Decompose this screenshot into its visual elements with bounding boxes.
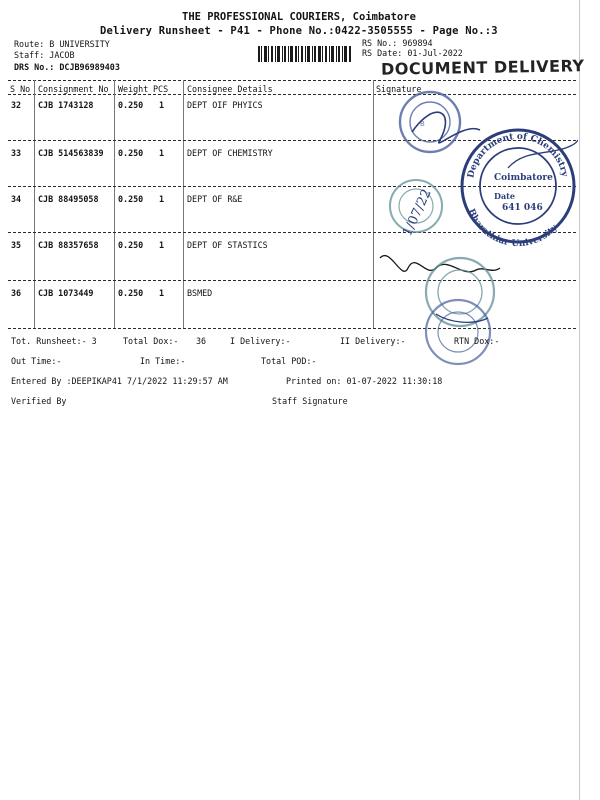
row-consignee: DEPT OF STASTICS [187, 240, 268, 250]
row-consignment: CJB 88495058 [38, 194, 99, 204]
col-divider [114, 80, 115, 328]
svg-text:Bharathiar University [466, 207, 561, 249]
total-dox-label: Total Dox:- [123, 336, 179, 346]
col-weight: Weight [118, 84, 149, 94]
page-edge-line [579, 0, 580, 800]
row-sno: 33 [11, 148, 22, 158]
col-pcs: PCS [153, 84, 169, 94]
department-chemistry-stamp [462, 130, 574, 249]
runsheet-subtitle: Delivery Runsheet - P41 - Phone No.:0422-3505555 - Page No.:3 [100, 25, 498, 37]
row-weight: 0.250 [118, 100, 144, 110]
round-stamp-3 [426, 258, 494, 326]
stamps-signatures-overlay [372, 82, 578, 372]
col-sno: S No [10, 84, 31, 94]
table-top-rule [8, 80, 576, 81]
row-sno: 35 [11, 240, 22, 250]
printed-on: Printed on: 01-07-2022 11:30:18 [286, 376, 443, 386]
tot-runsheet: Tot. Runsheet:- 3 [11, 336, 97, 346]
row-pcs: 1 [159, 288, 165, 298]
round-stamp-4 [426, 300, 490, 364]
stamp-date-label: Date [494, 191, 515, 201]
ii-delivery-label: II Delivery:- [340, 336, 406, 346]
col-divider [183, 80, 184, 328]
total-pod-label: Total POD:- [261, 356, 317, 366]
row-consignment: CJB 88357658 [38, 240, 99, 250]
stamp-dept-text: Department of Chemistry [466, 131, 570, 179]
row-weight: 0.250 [118, 288, 144, 298]
row-sno: 36 [11, 288, 22, 298]
barcode-image [258, 46, 352, 62]
row-consignment: CJB 1743128 [38, 100, 94, 110]
rs-date: RS Date: 01-Jul-2022 [362, 48, 463, 58]
drs-number: DRS No.: DCJB96989403 [14, 62, 120, 72]
stamp-city-text: Coimbatore [494, 173, 553, 183]
out-time-label: Out Time:- [11, 356, 62, 366]
col-signature: Signature [376, 84, 422, 94]
rs-number: RS No.: 969894 [362, 38, 433, 48]
company-title: THE PROFESSIONAL COURIERS, Coimbatore [182, 11, 416, 23]
row-weight: 0.250 [118, 194, 144, 204]
row-consignment: CJB 514563839 [38, 148, 104, 158]
row-sno: 32 [11, 100, 22, 110]
total-dox-value: 36 [196, 336, 207, 346]
row-pcs: 1 [159, 148, 165, 158]
verified-by: Verified By [11, 396, 67, 406]
round-stamp-1 [400, 92, 460, 152]
row-pcs: 1 [159, 240, 165, 250]
col-consignee: Consignee Details [187, 84, 273, 94]
i-delivery-label: I Delivery:- [230, 336, 291, 346]
in-time-label: In Time:- [140, 356, 186, 366]
svg-text:B: B [420, 120, 425, 128]
row-consignee: DEPT OIF PHYICS [187, 100, 263, 110]
stamp-university-text: Bharathiar University [465, 207, 560, 250]
staff-label: Staff: JACOB [14, 50, 75, 60]
handwritten-date: 1/07/22 [400, 187, 435, 239]
rtn-dox-label: RTN Dox:- [454, 336, 500, 346]
entered-by: Entered By :DEEPIKAP41 7/1/2022 11:29:57 AM [11, 376, 228, 386]
document-delivery-stamp: DOCUMENT DELIVERY [380, 56, 585, 79]
stamp-pin-text: 641 046 [502, 203, 543, 213]
staff-signature: Staff Signature [272, 396, 348, 406]
route-label: Route: B UNIVERSITY [14, 39, 110, 49]
row-pcs: 1 [159, 100, 165, 110]
row-weight: 0.250 [118, 240, 144, 250]
row-consignee: BSMED [187, 288, 213, 298]
col-divider [34, 80, 35, 328]
row-pcs: 1 [159, 194, 165, 204]
row-consignment: CJB 1073449 [38, 288, 94, 298]
row-consignee: DEPT OF CHEMISTRY [187, 148, 273, 158]
row-consignee: DEPT OF R&E [187, 194, 243, 204]
col-consignment: Consignment No [38, 84, 109, 94]
row-weight: 0.250 [118, 148, 144, 158]
row-sno: 34 [11, 194, 22, 204]
